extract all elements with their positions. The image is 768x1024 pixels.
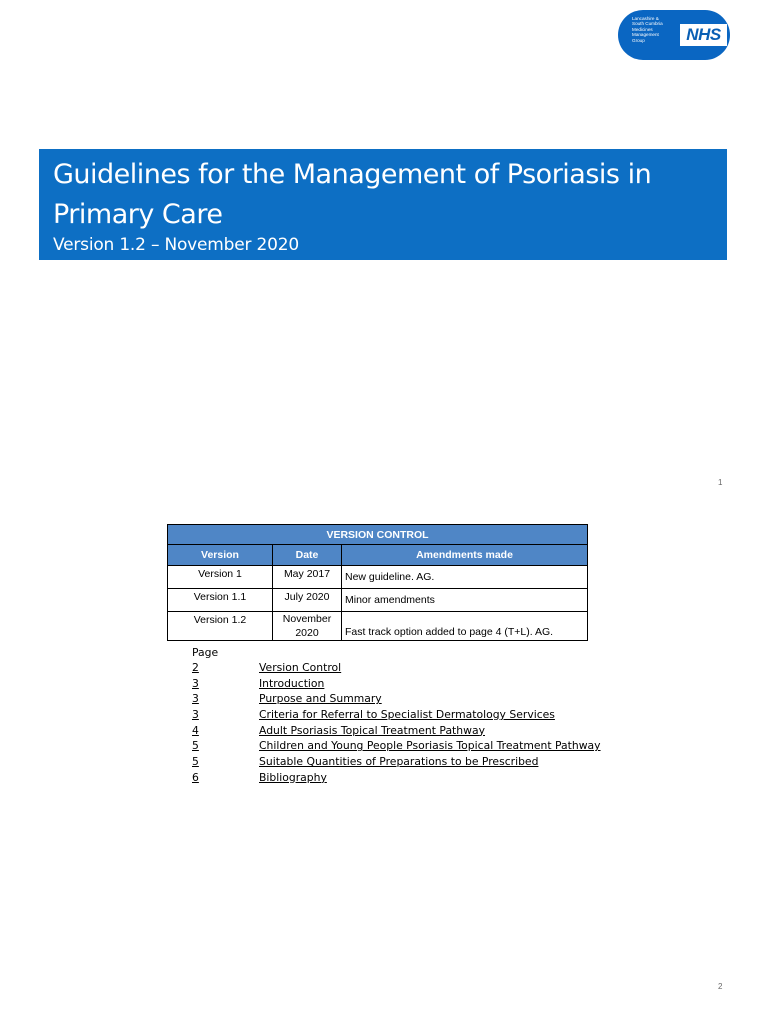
table-row [168,589,588,612]
toc-title: Bibliography [259,770,327,784]
contents-heading: Page [192,646,219,659]
amendment-cell: Fast track option added to page 4 (T+L). AG. [342,612,588,641]
toc-link-version-control[interactable] [192,660,601,676]
toc-link-purpose-summary[interactable] [192,691,601,707]
org-name-line: Management [632,32,659,38]
table-row [168,566,588,589]
toc-link-referral-criteria[interactable] [192,707,601,723]
toc-link-children-pathway[interactable] [192,738,601,754]
toc-link-introduction[interactable] [192,676,601,692]
title-banner [39,149,727,260]
version-control-title: VERSION CONTROL [168,525,588,545]
page-number: 1 [718,478,723,487]
version-cell: Version 1.1 [168,589,273,612]
column-header: Amendments made [342,545,588,566]
toc-page-number: 3 [192,692,199,706]
org-name [632,16,682,43]
document-title-line: Primary Care [53,199,223,230]
version-control-table [167,524,588,641]
table-header-row [168,545,588,566]
table-row [168,612,588,641]
document-title-line: Guidelines for the Management of Psoriasis in [53,159,652,190]
toc-page-number: 2 [192,661,199,674]
toc-page-number: 5 [192,755,199,769]
toc-link-adult-pathway[interactable] [192,723,601,739]
toc-title: Version Control [259,661,342,674]
version-cell: Version 1.2 [168,612,273,641]
org-name-line: Lancashire & [632,16,659,21]
document-title [53,155,713,235]
org-name-line: South Cumbria [632,21,663,27]
toc-page-number: 3 [192,708,199,722]
amendment-cell: Minor amendments [342,589,588,612]
toc-page-number: 6 [192,770,199,784]
date-cell: May 2017 [273,566,342,589]
org-name-line: Medicines [632,26,653,32]
toc-link-bibliography[interactable] [192,770,601,786]
column-header: Date [273,545,342,566]
toc-page-number: 3 [192,676,199,690]
table-of-contents [192,645,601,786]
org-name-line: Group [632,37,645,43]
version-cell: Version 1 [168,566,273,589]
date-cell: November 2020 [273,612,342,641]
toc-title: Suitable Quantities of Preparations to be Prescribed [259,755,539,769]
document-version: Version 1.2 – November 2020 [53,235,299,255]
column-header: Version [168,545,273,566]
nhs-logo: NHS [680,24,727,46]
toc-title: Criteria for Referral to Specialist Dermatology Services [259,708,555,722]
amendment-cell: New guideline. AG. [342,566,588,589]
toc-title: Adult Psoriasis Topical Treatment Pathway [259,723,485,737]
toc-page-number: 4 [192,723,199,737]
date-cell: July 2020 [273,589,342,612]
toc-title: Children and Young People Psoriasis Topical Treatment Pathway [259,739,601,753]
toc-title: Purpose and Summary [259,692,382,706]
page-number: 2 [718,982,723,991]
toc-page-number: 5 [192,739,199,753]
toc-link-quantities[interactable] [192,754,601,770]
toc-title: Introduction [259,676,325,690]
